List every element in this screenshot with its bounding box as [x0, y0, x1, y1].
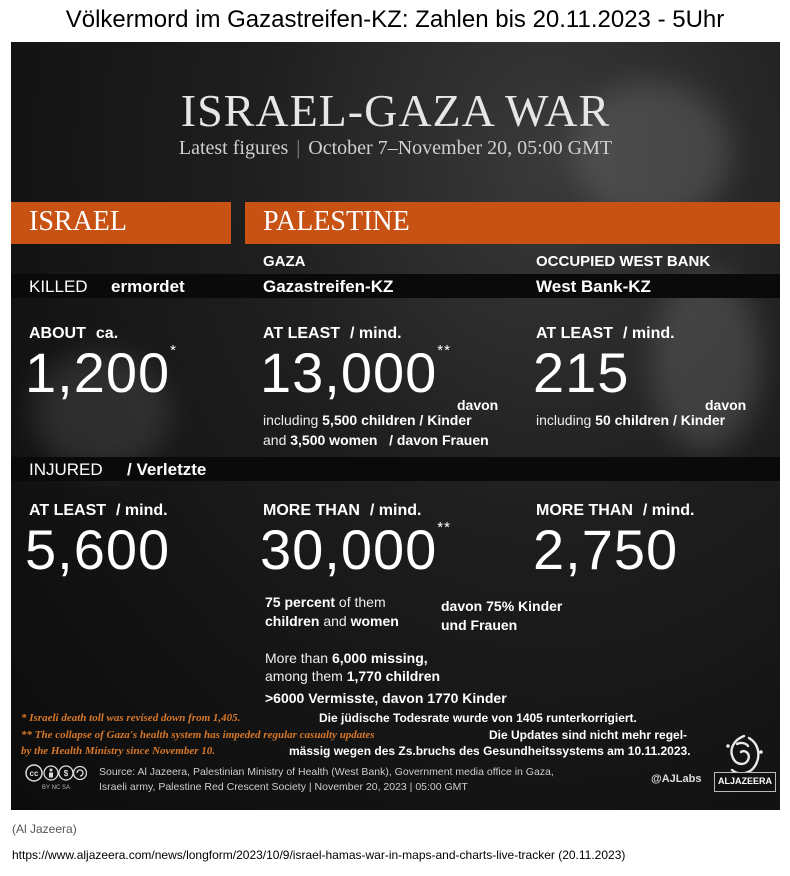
- gaza-injured-qualifier: MORE THAN / mind.: [263, 502, 422, 519]
- creative-commons-icon: [25, 764, 87, 790]
- subtitle-dates: October 7–November 20, 05:00 GMT: [308, 137, 613, 159]
- killed-label: KILLED: [29, 277, 88, 296]
- source-line-1: Source: Al Jazeera, Palestinian Ministry of Health (West Bank), Government media office in Gaza,: [99, 766, 554, 778]
- killed-strip: [11, 274, 780, 298]
- westbank-injured-qualifier: MORE THAN / mind.: [536, 502, 695, 519]
- gaza-missing-children-note: among them 1,770 children: [265, 668, 441, 684]
- gaza-missing-note: More than 6,000 missing,: [265, 650, 428, 666]
- source-note: [99, 765, 659, 795]
- svg-text:$: $: [63, 769, 69, 778]
- footnote-health-system-de-1: Die Updates sind nicht mehr regel-: [489, 728, 688, 742]
- israel-banner: ISRAEL: [11, 202, 231, 244]
- gaza-killed-davon: davon: [457, 397, 499, 413]
- gaza-missing-de-note: >6000 Vermisste, davon 1770 Kinder: [265, 690, 507, 706]
- gaza-injured-value: 30,000**: [260, 518, 451, 581]
- gaza-injured-children-women-note: children and women: [265, 613, 399, 629]
- israel-injured-qualifier: AT LEAST / mind.: [29, 502, 168, 519]
- infographic-poster: [11, 42, 780, 810]
- svg-text:cc: cc: [29, 769, 39, 778]
- ajlabs-handle: @AJLabs: [651, 773, 702, 785]
- gaza-column-header: GAZA: [263, 253, 306, 270]
- poster-title: ISRAEL-GAZA WAR: [180, 85, 611, 136]
- gaza-killed-qualifier: AT LEAST / mind.: [263, 325, 402, 342]
- source-url[interactable]: https://www.aljazeera.com/news/longform/2023/10/9/israel-hamas-war-in-maps-and-charts-live-tracker (20.11.2023): [12, 848, 626, 862]
- westbank-killed-davon: davon: [705, 397, 747, 413]
- gaza-injured-de-note-1: davon 75% Kinder: [441, 598, 563, 614]
- gaza-killed-value: 13,000**: [260, 341, 451, 404]
- westbank-injured-value: 2,750: [533, 518, 679, 581]
- gaza-injured-de-note-2: und Frauen: [441, 617, 518, 633]
- westbank-killed-value: 215: [533, 341, 630, 404]
- footnote-health-system-de-2: mässig wegen des Zs.bruchs des Gesundheitssystems am 10.11.2023.: [289, 744, 691, 758]
- page-title: Völkermord im Gazastreifen-KZ: Zahlen bis 20.11.2023 - 5Uhr: [65, 6, 725, 33]
- gaza-injured-percent-note: 75 percent of them: [265, 594, 386, 610]
- image-credit: (Al Jazeera): [12, 822, 77, 836]
- al-jazeera-wordmark: ALJAZEERA: [714, 772, 776, 792]
- gaza-label-de: Gazastreifen-KZ: [263, 277, 394, 296]
- svg-text:BY NC SA: BY NC SA: [42, 785, 70, 790]
- westbank-label-de: West Bank-KZ: [536, 277, 651, 296]
- westbank-column-header: OCCUPIED WEST BANK: [536, 253, 711, 270]
- gaza-killed-women-note: and 3,500 women / davon Frauen: [263, 432, 489, 448]
- source-line-2: Israeli army, Palestine Red Crescent Society | November 20, 2023 | 05:00 GMT: [99, 781, 468, 793]
- footnote-revised-toll-de: Die jüdische Todesrate wurde von 1405 runterkorrigiert.: [319, 711, 637, 725]
- subtitle-latest: Latest figures: [178, 137, 289, 159]
- killed-label-de: ermordet: [111, 277, 185, 296]
- israel-injured-value: 5,600: [25, 518, 171, 581]
- westbank-killed-children-note: including 50 children / Kinder: [536, 412, 726, 428]
- israel-killed-qualifier: ABOUT ca.: [29, 325, 119, 342]
- poster-subtitle: Latest figures | October 7–November 20, 05:00 GMT: [178, 137, 613, 159]
- israel-killed-value: 1,200*: [25, 341, 177, 404]
- westbank-killed-qualifier: AT LEAST / mind.: [536, 325, 675, 342]
- injured-label-de: / Verletzte: [127, 460, 207, 479]
- injured-label: INJURED: [29, 460, 103, 479]
- gaza-killed-children-note: including 5,500 children / Kinder: [263, 412, 472, 428]
- footnote-revised-toll: * Israeli death toll was revised down from 1,405.: [21, 712, 241, 724]
- footnote-health-system-2: by the Health Ministry since November 10.: [21, 745, 216, 757]
- injured-strip: [11, 457, 780, 481]
- footnote-health-system: ** The collapse of Gaza's health system has impeded regular casualty updates: [21, 729, 375, 741]
- palestine-banner: PALESTINE: [245, 202, 780, 244]
